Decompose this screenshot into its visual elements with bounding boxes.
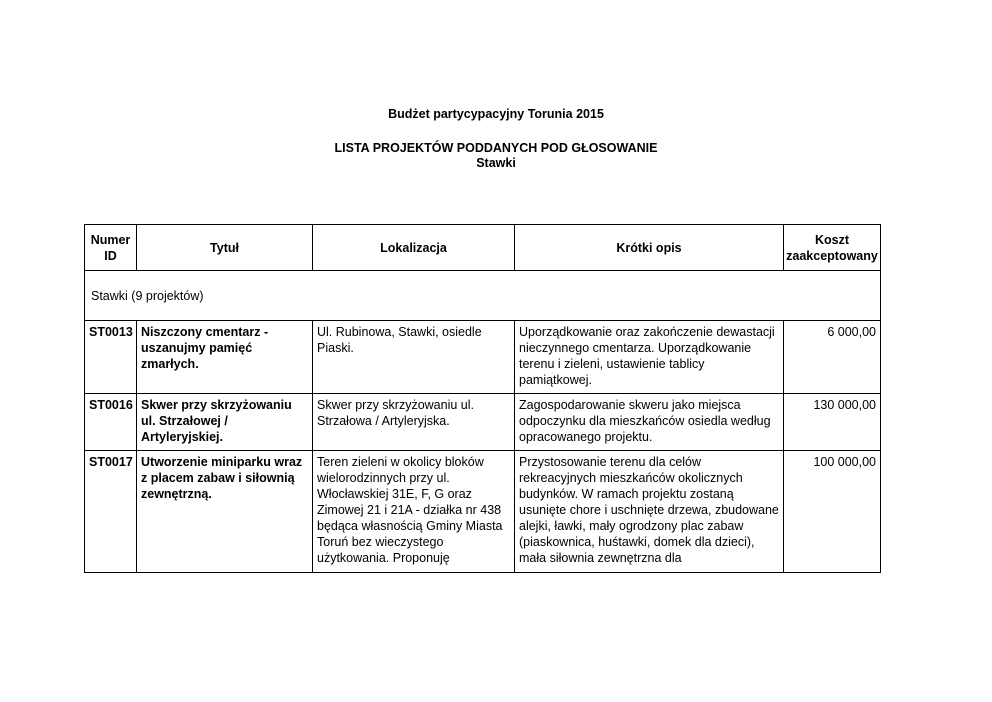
project-title: Niszczony cmentarz - uszanujmy pamięć zmarłych. xyxy=(137,321,313,394)
project-id: ST0017 xyxy=(85,451,137,573)
project-id: ST0016 xyxy=(85,394,137,451)
column-header-location: Lokalizacja xyxy=(313,225,515,271)
table-row xyxy=(85,451,881,573)
project-location: Skwer przy skrzyżowaniu ul. Strzałowa / Artyleryjska. xyxy=(313,394,515,451)
column-header-description: Krótki opis xyxy=(515,225,784,271)
project-title: Skwer przy skrzyżowaniu ul. Strzałowej / Artyleryjskiej. xyxy=(137,394,313,451)
document-title: Budżet partycypacyjny Torunia 2015 xyxy=(388,107,604,121)
table-row xyxy=(85,321,881,394)
section-row xyxy=(85,271,881,321)
project-cost: 130 000,00 xyxy=(784,394,881,451)
district-heading: Stawki xyxy=(476,156,516,170)
table-row xyxy=(85,394,881,451)
column-header-id: Numer ID xyxy=(85,225,137,271)
section-label: Stawki (9 projektów) xyxy=(85,271,881,321)
project-title: Utworzenie miniparku wraz z placem zabaw i siłownią zewnętrzną. xyxy=(137,451,313,573)
column-header-title: Tytuł xyxy=(137,225,313,271)
table-header-row xyxy=(85,225,881,271)
project-id: ST0013 xyxy=(85,321,137,394)
project-description: Zagospodarowanie skweru jako miejsca odpoczynku dla mieszkańców osiedla według opracowanego projektu. xyxy=(515,394,784,451)
project-cost: 6 000,00 xyxy=(784,321,881,394)
project-location: Ul. Rubinowa, Stawki, osiedle Piaski. xyxy=(313,321,515,394)
document-subtitle: LISTA PROJEKTÓW PODDANYCH POD GŁOSOWANIE xyxy=(334,141,658,155)
column-header-cost: Koszt zaakceptowany xyxy=(784,225,881,271)
project-cost: 100 000,00 xyxy=(784,451,881,573)
project-location: Teren zieleni w okolicy bloków wielorodzinnych przy ul. Włocławskiej 31E, F, G oraz Zimowej 21 i 21A - działka nr 438 będąca własnością Gminy Miasta Toruń bez wieczystego użytkowania. Proponuję xyxy=(313,451,515,573)
project-description: Przystosowanie terenu dla celów rekreacyjnych mieszkańców okolicznych budynków. W ramach projektu zostaną usunięte chore i uschnięte drzewa, zbudowane alejki, ławki, mały ogrodzony plac zabaw (piaskownica, huśtawki, domek dla dzieci), mała siłownia zewnętrzna dla xyxy=(515,451,784,573)
project-description: Uporządkowanie oraz zakończenie dewastacji nieczynnego cmentarza. Uporządkowanie terenu i zieleni, ustawienie tablicy pamiątkowej. xyxy=(515,321,784,394)
projects-table xyxy=(84,224,881,573)
